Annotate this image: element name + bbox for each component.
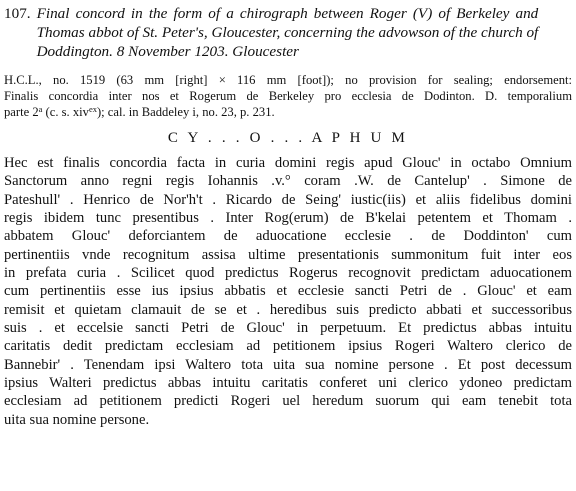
charter-text [4,154,572,429]
entry-title-line: Thomas abbot of St. Peter's, Gloucester, concerning the advowson of the church of [36,24,539,41]
charter-line: pertinentiis vnde recognitum assisa ultime presentationis summonitum fuit inter eos [4,246,572,263]
charter-line: ecclesiam ad petitionem predicti Rogeri uel heredum suorum qui eam tenebit tota [4,393,572,410]
source-apparatus [4,72,572,120]
charter-line: remisit et quietam clamauit de se et . heredibus suis predicto abbati et successoribus [4,301,572,318]
charter-line: Sanctorum anno regni regis Iohannis .v.° coram .W. de Cantelup' . Simone de [4,173,572,190]
charter-line: Hec est finalis concordia facta in curia domini regis apud Glouc' in octabo Omnium [4,155,572,171]
entry-title-line: Final concord in the form of a chirograph between Roger (V) of Berkeley and [36,5,539,22]
entry-heading [4,4,572,61]
apparatus-line: Finalis concordia inter nos et Rogerum de Berkeley pro ecclesia de Dodinton. D. temporalium [4,89,572,103]
charter-line: caritatis dedit predictam ecclesiam ad petitionem ipsius Rogeri Waltero clerico de [4,338,572,355]
chirograph-label: C Y . . . O . . . A P H U M [167,130,409,146]
charter-line: regis ibidem tunc presentibus . Inter Rog(erum) de B'kelai petentem et Thomam . [4,210,572,227]
charter-line: abbatem Glouc' deforciantem de aduocatione ecclesie . de Doddinton' cum [4,228,572,245]
charter-line: ipsius Walteri predictus abbas intuitu caritatis conferet uni clerico ydoneo predictam [4,375,572,392]
apparatus-text: (c. s. xiv [42,105,89,119]
apparatus-text: ); cal. in Baddeley i, no. 23, p. 231. [96,105,275,119]
apparatus-line: H.C.L., no. 1519 (63 mm [right] × 116 mm [foot]); no provision for sealing; endorsement: [4,73,572,87]
apparatus-superscript: a [38,104,43,114]
charter-line: in prefata curia . Scilicet quod predictus Rogerus recognovit predictam aduocationem [4,265,572,282]
apparatus-superscript: ex [88,104,97,114]
entry-title [37,4,539,61]
charter-line: cum pertinentiis esse ius ipsius abbatis et ecclesie sancti Petri de . Glouc' et eam [4,283,572,300]
entry-title-line: Doddington. 8 November 1203. Gloucester [36,43,299,60]
charter-line: Bannebir' . Tenendam ipsi Waltero tota uita sua nomine persone . Et post decessum [4,356,572,373]
charter-line: suis . et eccelsie sancti Petri de Glouc' in perpetuum. Et predictus abbas intuitu [4,320,572,337]
apparatus-text: parte 2 [4,105,39,119]
apparatus-line [4,104,572,120]
charter-line: uita sua nomine persone. [4,411,150,428]
entry-number: 107. [4,5,31,22]
charter-line: Pateshull' . Henrico de Nor'h't . Ricardo de Seing' iustic(iis) et aliis fidelibus domini [4,191,572,208]
